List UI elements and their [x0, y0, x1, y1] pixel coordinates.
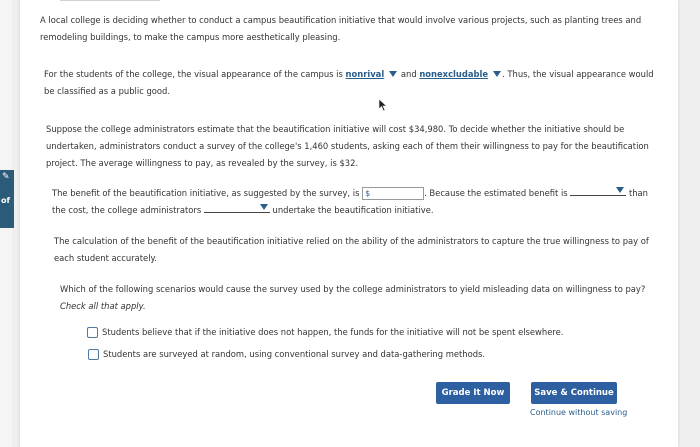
excludability-dropdown[interactable]: nonexcludable: [419, 66, 502, 83]
chevron-down-icon: [389, 71, 397, 77]
check-all-instruction: Check all that apply.: [60, 301, 146, 311]
question-card: [20, 0, 678, 447]
side-tab[interactable]: [0, 170, 14, 228]
decision-dropdown[interactable]: [204, 202, 270, 213]
benefit-input[interactable]: $: [362, 187, 424, 200]
mouse-cursor-icon: [377, 98, 389, 112]
question-public-good: For the students of the college, the visual appearance of the campus is nonrival and nonexcludable . Thus, the visual appearance would be classified as a public good.: [44, 66, 659, 100]
comparison-dropdown[interactable]: [570, 185, 626, 196]
question-misleading-data: Which of the following scenarios would cause the survey used by the college administrators to yield misleading data on willingness to pay? Check all that apply.: [60, 284, 646, 311]
option-row[interactable]: [88, 348, 485, 360]
continue-without-saving-link[interactable]: Continue without saving: [530, 408, 628, 417]
option-checkbox[interactable]: [88, 349, 99, 360]
calculation-note: The calculation of the benefit of the beautification initiative relied on the ability of the administrators to capture the true willingness to pay of each student accurately.: [54, 236, 649, 263]
grade-it-now-button[interactable]: Grade It Now: [436, 382, 510, 404]
scenario-text: Suppose the college administrators estimate that the beautification initiative will cost $34,980. To decide whether the initiative should be undertaken, administrators conduct a survey of the college's 1,460 students, asking each of them their willingness to pay for the beautification project. The average willingness to pay, as revealed by the survey, is $32.: [46, 124, 649, 168]
side-tab-icon: ✎: [2, 172, 10, 182]
save-and-continue-button[interactable]: Save & Continue: [531, 382, 617, 404]
option-checkbox[interactable]: [87, 327, 98, 338]
divider: [60, 0, 160, 1]
side-tab-label: of: [1, 196, 10, 205]
question-benefit: The benefit of the beautification initiative, as suggested by the survey, is $ . Because the estimated benefit is than the cost, the college administrators undertake the beautification initiative.: [52, 185, 662, 219]
intro-text: A local college is deciding whether to conduct a campus beautification initiative that would involve various projects, such as planting trees and remodeling buildings, to make the campus more aesthetically pleasing.: [40, 15, 642, 42]
option-label: Students are surveyed at random, using conventional survey and data-gathering methods.: [103, 349, 486, 359]
option-row[interactable]: [87, 326, 563, 338]
chevron-down-icon: [260, 204, 268, 210]
chevron-down-icon: [616, 187, 624, 193]
rivalry-dropdown[interactable]: nonrival: [346, 66, 399, 83]
chevron-down-icon: [493, 71, 501, 77]
option-label: Students believe that if the initiative does not happen, the funds for the initiative will not be spent elsewhere.: [102, 327, 564, 337]
